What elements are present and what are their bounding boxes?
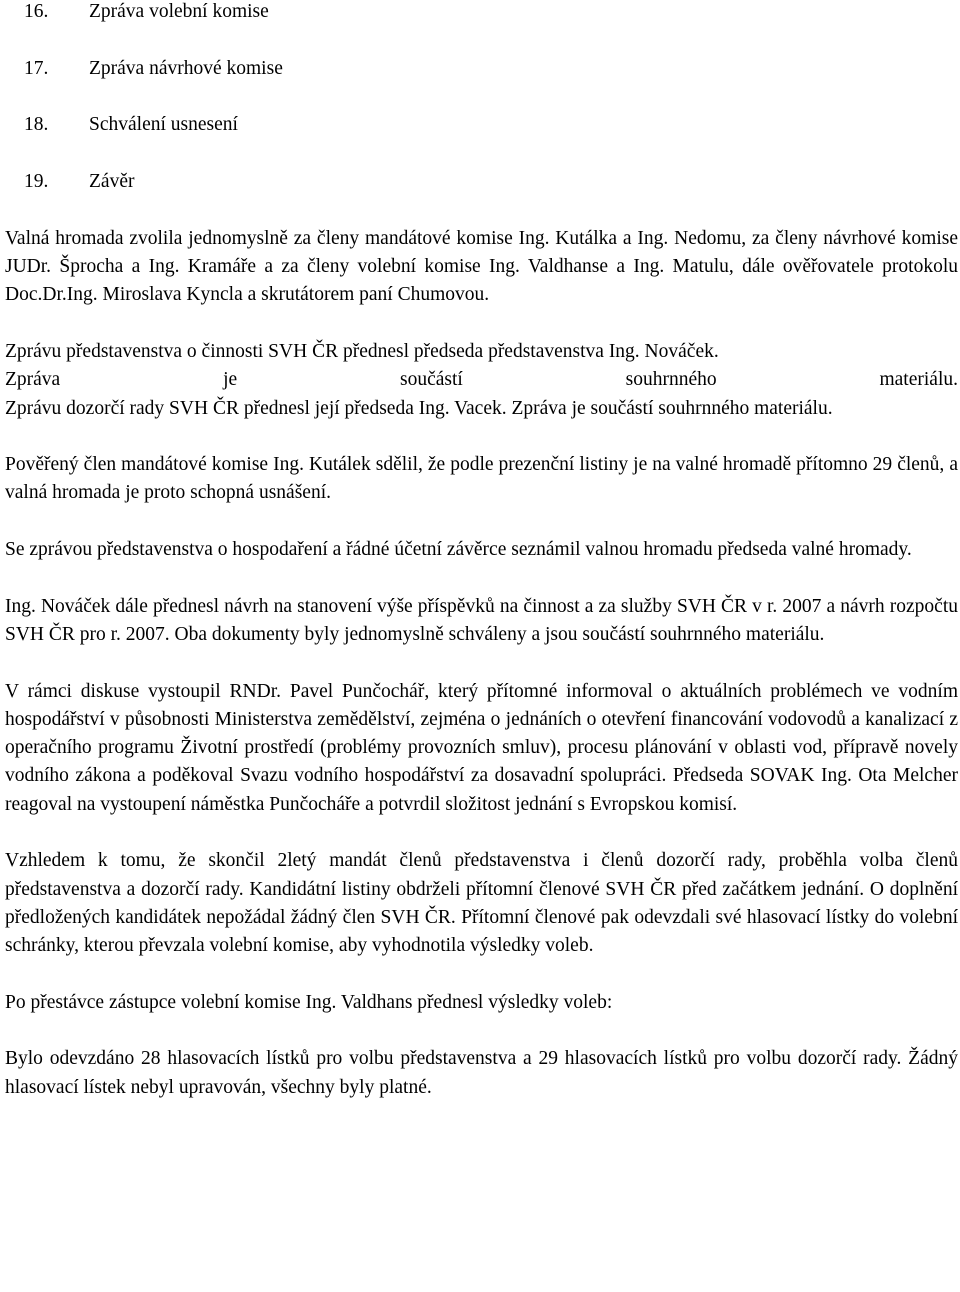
agenda-item-number: 19. xyxy=(24,171,49,193)
paragraph-discussion: V rámci diskuse vystoupil RNDr. Pavel Punčochář, který přítomné informoval o aktuálních problémech ve vodním hospodářství v působnosti Ministerstva zemědělství, zejména o jednáních o otevření financování vodovodů a kanalizací z operačního programu Životní prostředí (problémy provozních smluv), procesu plánování v oblasti vod, přípravě novely vodního zákona a poděkoval Svazu vodního hospodářství za dosavadní spolupráci. Předseda SOVAK Ing. Ota Melcher reagoval na vystoupení náměstka Punčocháře a potvrdil složitost jednání s Evropskou komisí. xyxy=(5,680,958,815)
report-board-line: Zprávu představenstva o činnosti SVH ČR přednesl předseda představenstva Ing. Nováček. xyxy=(5,340,719,362)
paragraph-election: Vzhledem k tomu, že skončil 2letý mandát členů představenstva i členů dozorčí rady, proběhla volba členů představenstva a dozorčí rady. Kandidátní listiny obdrželi přítomní členové SVH ČR před začátkem jednání. O doplnění předložených kandidátek nepožádal žádný člen SVH ČR. Přítomní členové pak odevzdali své hlasovací lístky do volební schránky, kterou převzala volební komise, aby vyhodnotila výsledky voleb. xyxy=(5,850,958,957)
agenda-list xyxy=(5,0,958,225)
agenda-item-text: Zpráva volební komise xyxy=(89,1,269,22)
agenda-item-text: Zpráva návrhové komise xyxy=(89,57,283,79)
agenda-item xyxy=(5,111,958,168)
paragraph-reports xyxy=(5,338,958,423)
agenda-item-number: 18. xyxy=(24,114,49,136)
paragraph-break: Po přestávce zástupce volební komise Ing. Valdhans přednesl výsledky voleb: xyxy=(5,991,613,1013)
agenda-item-text: Závěr xyxy=(89,171,135,193)
report-supervisory-line: Zprávu dozorčí rady SVH ČR přednesl její předseda Ing. Vacek. Zpráva je součástí souhrnného materiálu. xyxy=(5,397,833,419)
document-page xyxy=(5,0,958,1130)
agenda-item-number: 16. xyxy=(24,1,49,22)
agenda-item xyxy=(5,0,958,55)
agenda-item xyxy=(5,168,958,225)
paragraph-ballots: Bylo odevzdáno 28 hlasovacích lístků pro volbu představenstva a 29 hlasovacích lístků pro volbu dozorčí rady. Žádný hlasovací lístek nebyl upravován, všechny byly platné. xyxy=(5,1048,958,1098)
paragraph-economy: Se zprávou představenstva o hospodaření a řádné účetní závěrce seznámil valnou hromadu předseda valné hromady. xyxy=(5,539,912,561)
agenda-item xyxy=(5,55,958,112)
paragraph-commissions: Valná hromada zvolila jednomyslně za členy mandátové komise Ing. Kutálka a Ing. Nedomu, za členy návrhové komise JUDr. Šprocha a Ing. Kramáře a za členy volební komise Ing. Valdhanse a Ing. Matulu, dále ověřovatele protokolu Doc.Dr.Ing. Miroslava Kyncla a skrutátorem paní Chumovou. xyxy=(5,227,958,306)
agenda-item-number: 17. xyxy=(24,57,49,79)
report-board-note: Zpráva je součástí souhrnného materiálu. xyxy=(5,369,958,391)
paragraph-contributions: Ing. Nováček dále přednesl návrh na stanovení výše příspěvků na činnost a za služby SVH ČR v r. 2007 a návrh rozpočtu SVH ČR pro r. 2007. Oba dokumenty byly jednomyslně schváleny a jsou součástí souhrnného materiálu. xyxy=(5,595,958,645)
agenda-item-text: Schválení usnesení xyxy=(89,114,238,136)
paragraph-quorum: Pověřený člen mandátové komise Ing. Kutálek sdělil, že podle prezenční listiny je na valné hromadě přítomno 29 členů, a valná hromada je proto schopná usnášení. xyxy=(5,454,958,504)
